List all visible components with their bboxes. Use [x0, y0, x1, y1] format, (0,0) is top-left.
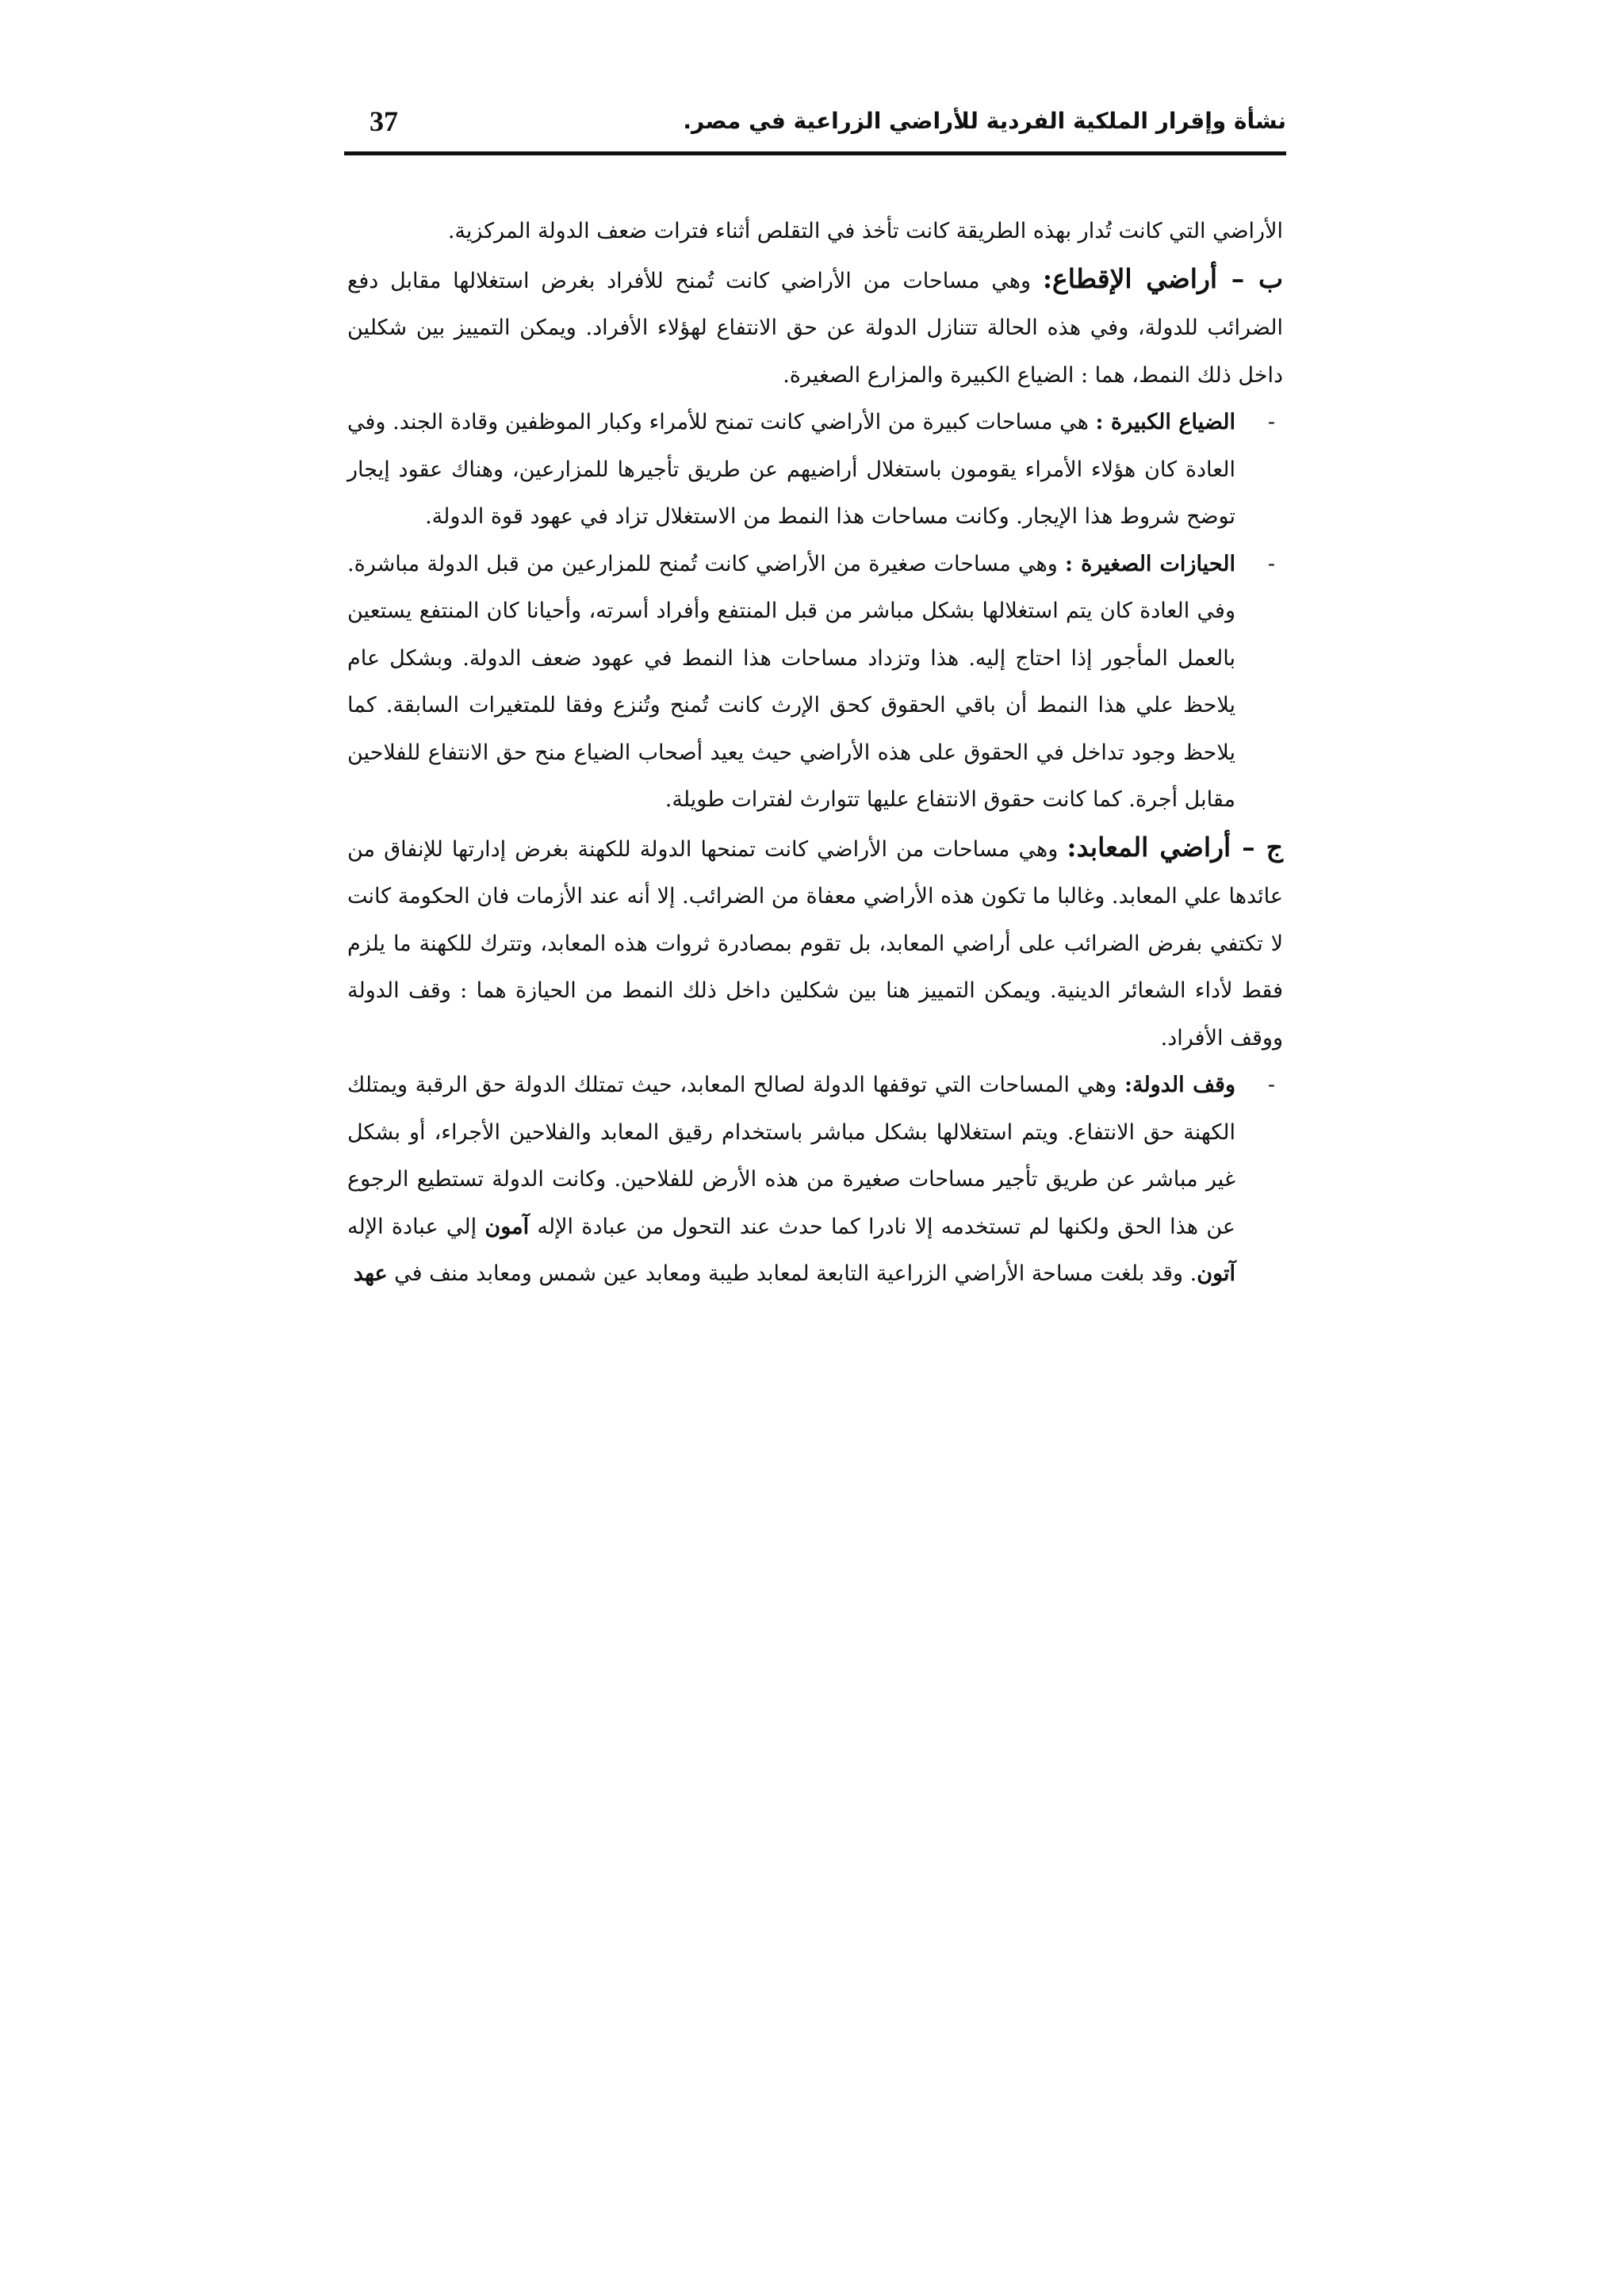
paragraph-1 [347, 208, 1283, 255]
bullet-small-holdings [347, 541, 1275, 824]
bullet-text: . وقد بلغت مساحة الأراضي الزراعية التابعة لمعابد طيبة ومعابد عين شمس ومعابد منف في [387, 1261, 1197, 1286]
header-rule [344, 151, 1286, 155]
body-text [347, 208, 1283, 1298]
bullet-heading: الحيازات الصغيرة : [1065, 551, 1235, 576]
section-heading-c: ج – أراضي المعابد: [1067, 831, 1283, 863]
bullet-heading: الضياع الكبيرة : [1095, 410, 1236, 434]
paragraph-text: الأراضي التي كانت تُدار بهذه الطريقة كانت تأخذ في التقلص أثناء فترات ضعف الدولة المركزية. [447, 219, 1283, 243]
bullet-text: هي مساحات كبيرة من الأراضي كانت تمنح للأمراء وكبار الموظفين وقادة الجند. وفي العادة كان هؤلاء الأمراء يقومون باستغلال أراضيهم عن طريق تأجيرها للمزارعين، وهناك عقود إيجار توضح شروط هذا الإيجار. وكانت مساحات هذا النمط من الاستغلال تزاد في عهود قوة الدولة. [347, 410, 1235, 529]
paragraph-text: وهي مساحات من الأراضي كانت تُمنح للأفراد بغرض استغلالها مقابل دفع الضرائب للدولة، وفي هذه الحالة تتنازل الدولة عن حق الانتفاع لهؤلاء الأفراد. ويمكن التمييز بين شكلين داخل ذلك النمط، هما : الضياع الكبيرة والمزارع الصغيرة. [347, 268, 1283, 388]
bullet-text: إلي عبادة الإله [347, 1214, 485, 1239]
paragraph-c-temples [347, 824, 1283, 1062]
page-number: 37 [370, 105, 398, 137]
bullet-dash: - [1267, 1073, 1275, 1097]
deity-name-amun: آمون [485, 1214, 530, 1239]
header-title: نشأة وإقرار الملكية الفردية للأراضي الزراعية في مصر. [683, 108, 1286, 134]
bullet-dash: - [1267, 410, 1275, 434]
paragraph-text: وهي مساحات من الأراضي كانت تمنحها الدولة للكهنة بغرض إدارتها للإنفاق من عائدها علي المعابد. وغالبا ما تكون هذه الأراضي معفاة من الضرائب. إلا أنه عند الأزمات فان الحكومة كانت لا تكتفي بفرض الضرائب على أراضي المعابد، بل تقوم بمصادرة ثروات هذه المعابد، وتترك للكهنة ما يلزم فقط لأداء الشعائر الدينية. ويمكن التمييز هنا بين شكلين داخل ذلك النمط من الحيازة هما : وقف الدولة ووقف الأفراد. [347, 836, 1283, 1050]
running-header [344, 101, 1286, 152]
deity-name-aton: آتون [1197, 1261, 1235, 1286]
paragraph-b-iqta [347, 255, 1283, 400]
trailing-word: عهد [353, 1261, 388, 1286]
bullet-text: وهي المساحات التي توقفها الدولة لصالح المعابد، حيث تمتلك الدولة حق الرقبة ويمتلك الكهنة حق الانتفاع. ويتم استغلالها بشكل مباشر باستخدام رقيق المعابد والفلاحين الأجراء، أو بشكل غير مباشر عن طريق تأجير مساحات صغيرة من هذه الأرض للفلاحين. وكانت الدولة تستطيع الرجوع عن هذا الحق ولكنها لم تستخدمه إلا نادرا كما حدث عند التحول من عبادة الإله [347, 1073, 1235, 1239]
bullet-dash: - [1267, 551, 1275, 576]
section-heading-b: ب – أراضي الإقطاع: [1042, 262, 1284, 294]
bullet-text: وهي مساحات صغيرة من الأراضي كانت تُمنح للمزارعين من قبل الدولة مباشرة. وفي العادة كان يتم استغلالها بشكل مباشر من قبل المنتفع وأفراد أسرته، وأحيانا كان المنتفع يستعين بالعمل المأجور إذا احتاج إليه. هذا وتزداد مساحات هذا النمط في عهود ضعف الدولة. وبشكل عام يلاحظ علي هذا النمط أن باقي الحقوق كحق الإرث كانت تُمنح وتُنزع وفقا للمتغيرات السابقة. كما يلاحظ وجود تداخل في الحقوق على هذه الأراضي حيث يعيد أصحاب الضياع منح حق الانتفاع للفلاحين مقابل أجرة. كما كانت حقوق الانتفاع عليها تتوارث لفترات طويلة. [347, 551, 1235, 812]
bullet-heading: وقف الدولة: [1124, 1073, 1235, 1097]
bullet-large-estates [347, 399, 1275, 541]
bullet-state-waqf [347, 1062, 1275, 1298]
